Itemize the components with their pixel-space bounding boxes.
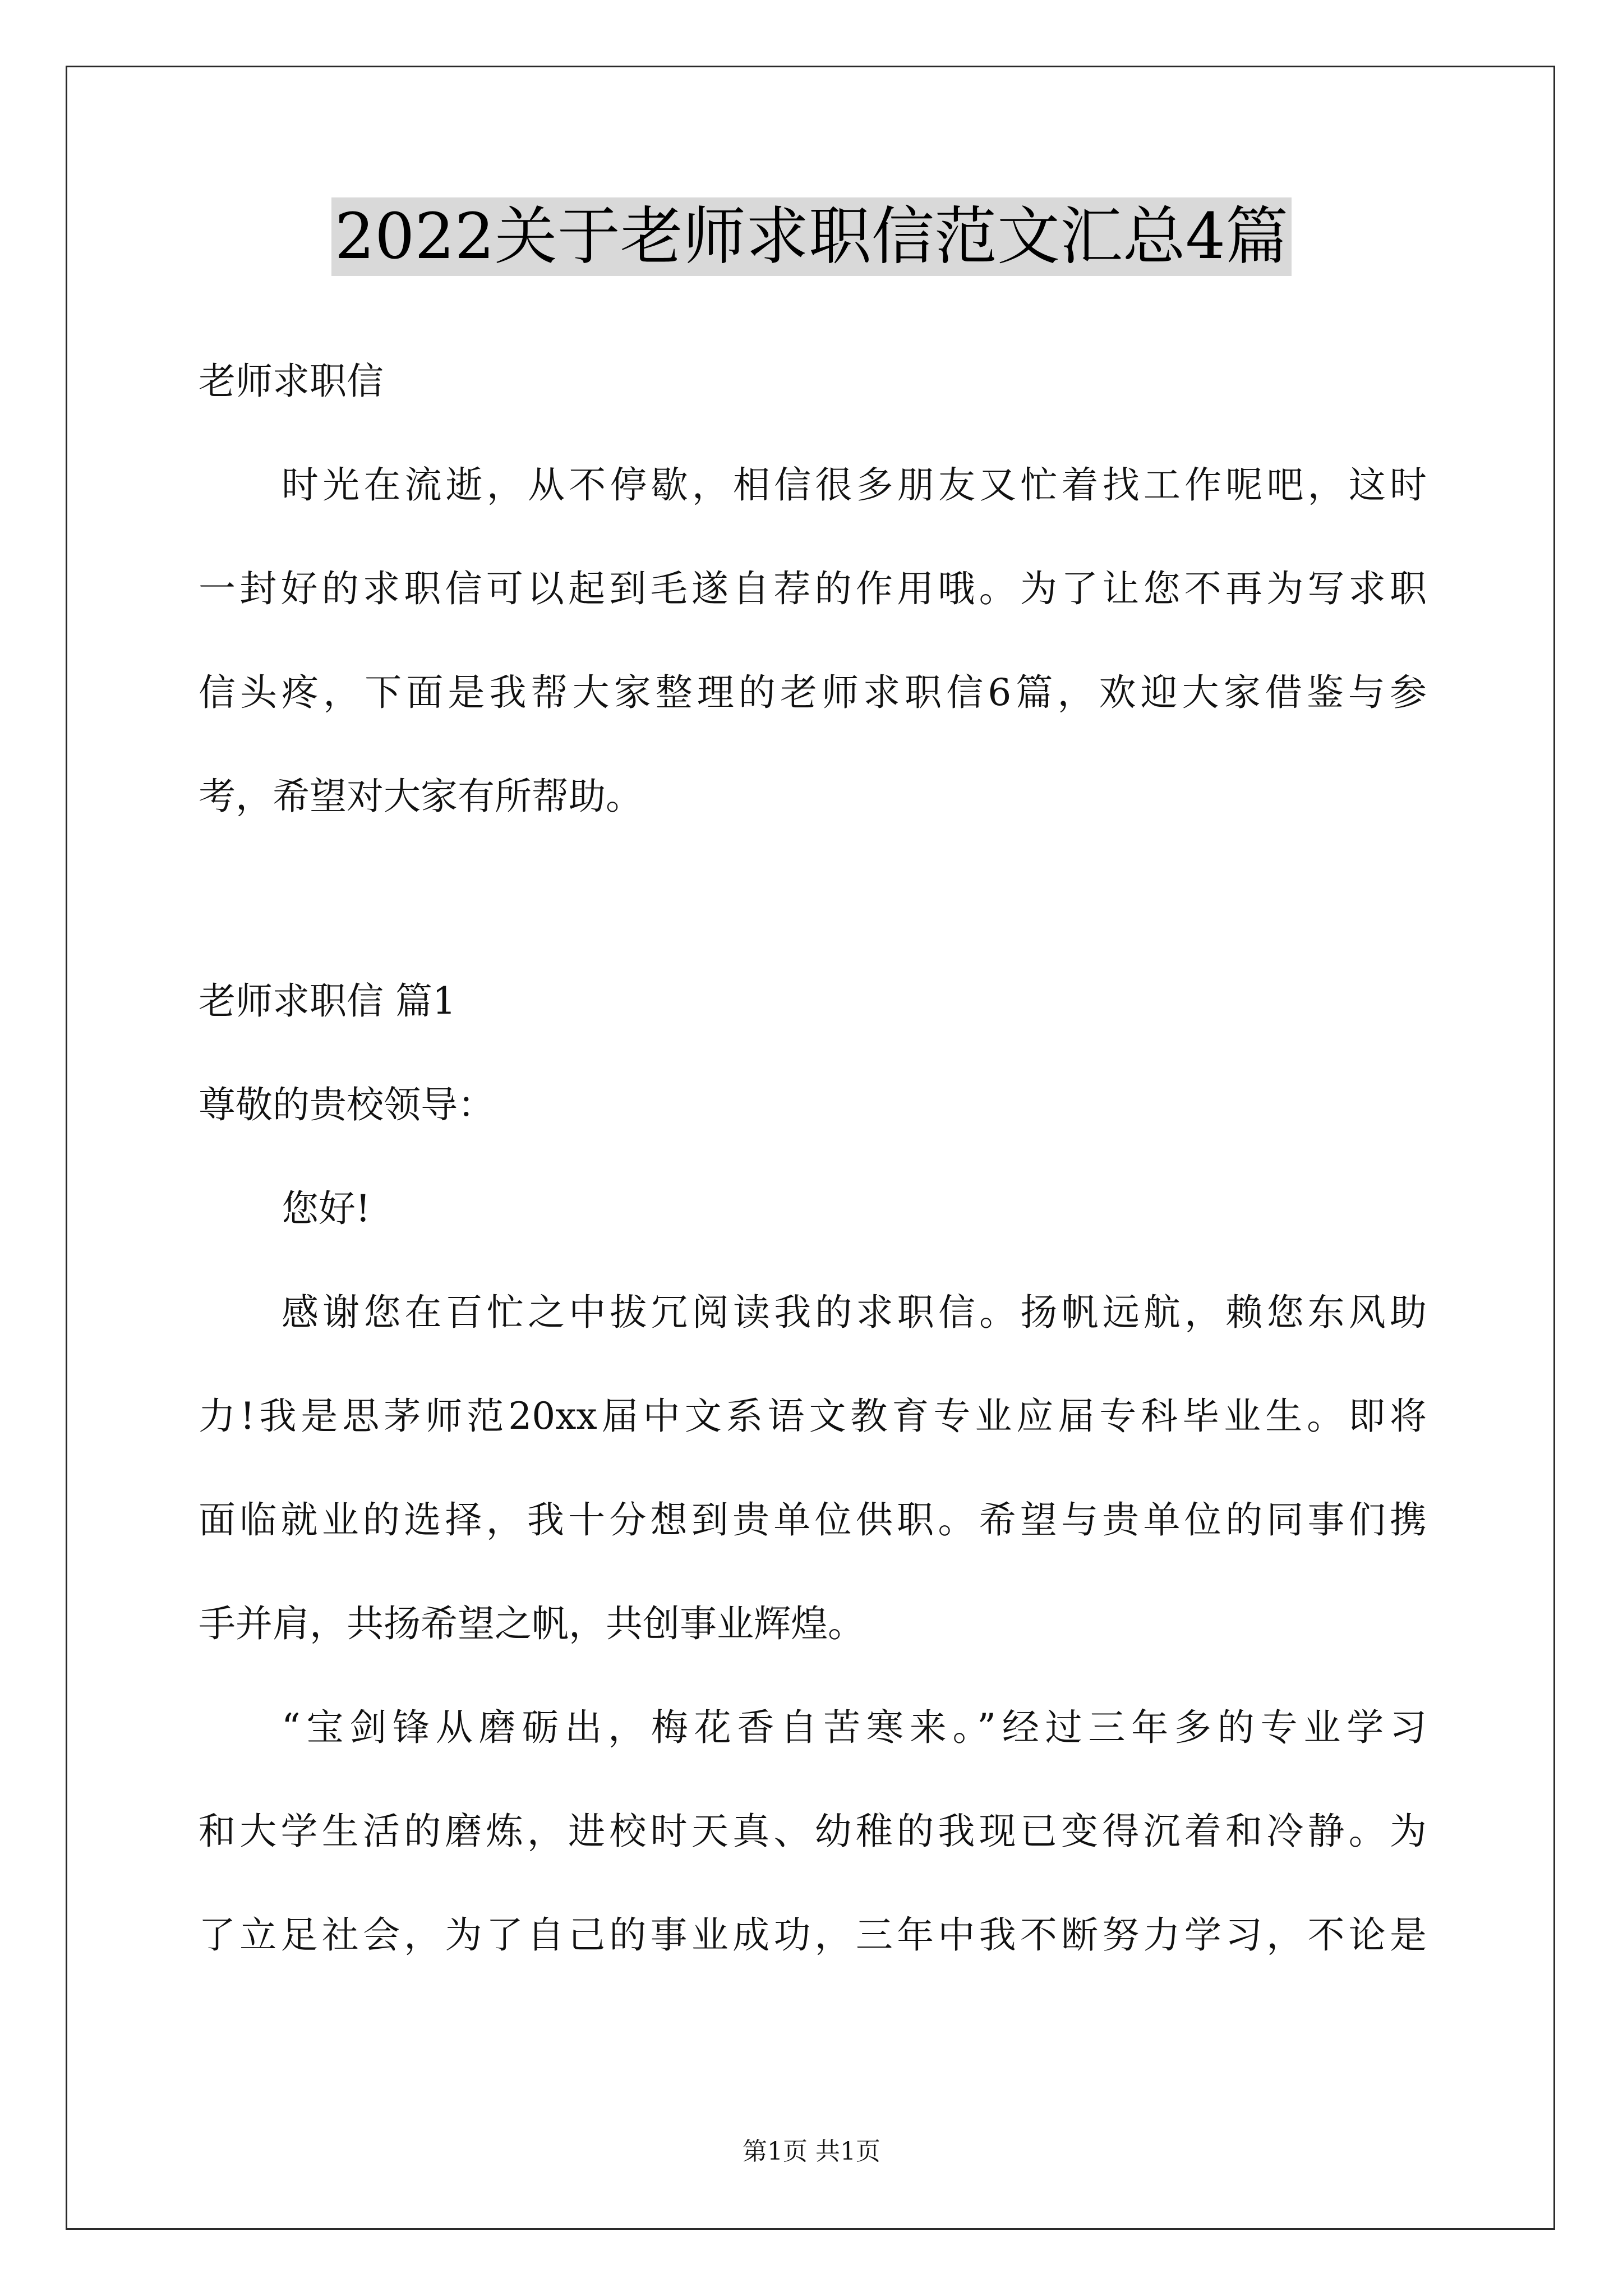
page-footer: 第1页 共1页	[743, 2137, 880, 2166]
intro-line: 考，希望对大家有所帮助。	[199, 775, 643, 818]
body-line: 力!我是思茅师范20xx届中文系语文教育专业应届专科毕业生。即将	[199, 1395, 1427, 1438]
document-title: 2022关于老师求职信范文汇总4篇	[331, 197, 1292, 276]
section-heading: 老师求职信 篇1	[199, 979, 456, 1023]
intro-heading: 老师求职信	[199, 360, 384, 403]
title-wrap	[0, 197, 1623, 276]
body-line: “宝剑锋从磨砺出，梅花香自苦寒来。”经过三年多的专业学习	[282, 1706, 1427, 1749]
salutation: 尊敬的贵校领导：	[199, 1083, 495, 1126]
body-line: 面临就业的选择，我十分想到贵单位供职。希望与贵单位的同事们携	[199, 1498, 1427, 1542]
greeting: 您好!	[282, 1187, 371, 1230]
intro-line: 信头疼，下面是我帮大家整理的老师求职信6篇，欢迎大家借鉴与参	[199, 671, 1427, 714]
body-line: 手并肩，共扬希望之帆，共创事业辉煌。	[199, 1602, 865, 1645]
body-line: 了立足社会，为了自己的事业成功，三年中我不断努力学习，不论是	[199, 1913, 1427, 1957]
body-line: 和大学生活的磨炼，进校时天真、幼稚的我现已变得沉着和冷静。为	[199, 1810, 1427, 1853]
body-line: 感谢您在百忙之中拔冗阅读我的求职信。扬帆远航，赖您东风助	[282, 1291, 1427, 1334]
intro-line: 时光在流逝，从不停歇，相信很多朋友又忙着找工作呢吧，这时	[282, 463, 1427, 507]
intro-line: 一封好的求职信可以起到毛遂自荐的作用哦。为了让您不再为写求职	[199, 567, 1427, 610]
